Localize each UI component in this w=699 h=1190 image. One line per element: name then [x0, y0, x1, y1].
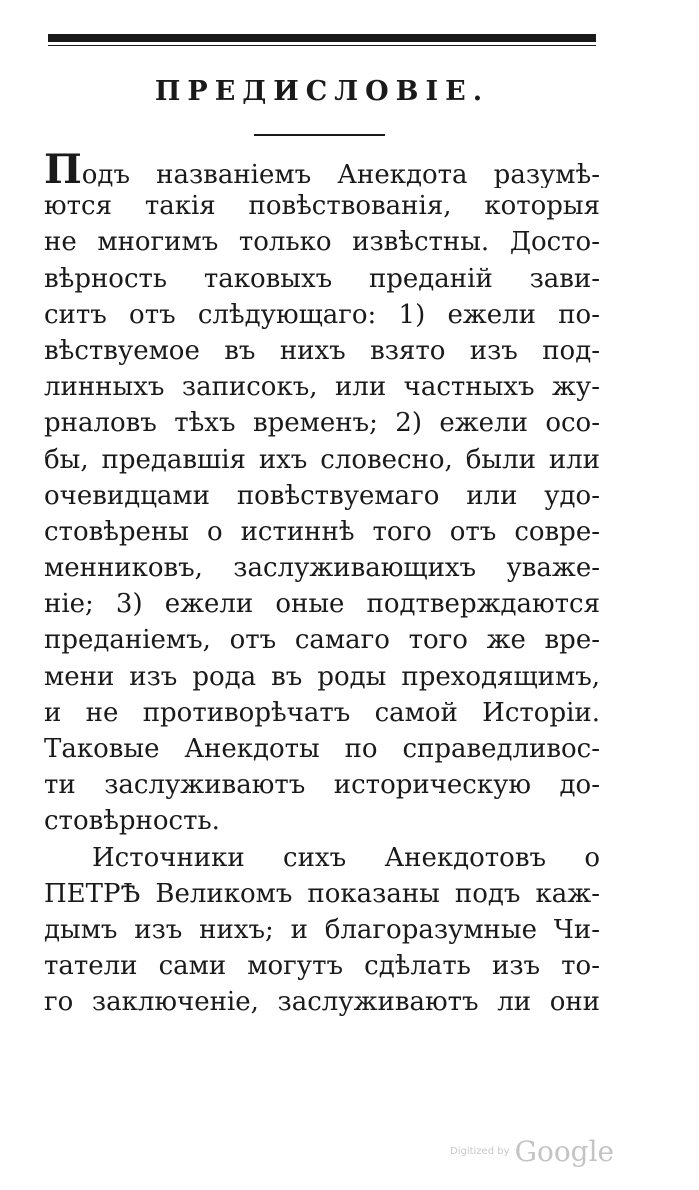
- first-line-text: одъ названіемъ Анекдота разумѣ-: [81, 160, 600, 189]
- text-line: ПЕТРѢ Великомъ показаны подъ каж-: [44, 878, 600, 909]
- text-line: линныхъ записокъ, или частныхъ жу-: [44, 372, 600, 403]
- text-line: бы, предавшія ихъ словесно, были или: [44, 444, 600, 475]
- text-line: го заключеніе, заслуживаютъ ли они: [44, 987, 600, 1018]
- text-line: стовѣрены о истиннѣ того отъ совре-: [44, 516, 600, 547]
- text-line: Таковые Анекдоты по справедливос-: [44, 734, 600, 764]
- text-line: дымъ изъ нихъ; и благоразумные Чи-: [44, 914, 600, 945]
- watermark-prefix: Digitized by: [450, 1146, 510, 1157]
- text-line: стовѣрность.: [44, 806, 220, 837]
- text-line: ситъ отъ слѣдующаго: 1) ежели по-: [44, 299, 600, 330]
- text-line: [44, 152, 600, 188]
- digitized-watermark: [450, 1135, 615, 1175]
- text-line: ются такія повѣствованія, которыя: [44, 191, 600, 222]
- text-line: вѣствуемое въ нихъ взято изъ под-: [44, 335, 600, 366]
- text-line: менниковъ, заслуживающихъ уваже-: [44, 553, 600, 584]
- text-line: не многимъ только извѣстны. Досто-: [44, 227, 600, 258]
- text-line: татели сами могутъ сдѣлать изъ то-: [44, 951, 600, 982]
- top-thin-rule: [48, 45, 596, 46]
- body-text: [44, 152, 600, 1021]
- text-line: рналовъ тѣхъ временъ; 2) ежели осо-: [44, 408, 600, 439]
- drop-cap: П: [44, 152, 82, 189]
- text-line: ти заслуживаютъ историческую до-: [44, 770, 600, 801]
- text-line: очевидцами повѣствуемаго или удо-: [44, 480, 600, 511]
- watermark-brand: Google: [514, 1135, 615, 1168]
- text-line: вѣрность таковыхъ преданій зави-: [44, 263, 600, 294]
- title-underline-rule: [254, 134, 385, 136]
- top-ornamental-rule: [48, 34, 596, 42]
- text-line: и не противорѣчатъ самой Исторіи.: [44, 697, 600, 728]
- text-line: ніе; 3) ежели оные подтверждаются: [44, 589, 600, 620]
- text-line: преданіемъ, отъ самаго того же вре-: [44, 625, 600, 656]
- text-line: мени изъ рода въ роды преходящимъ,: [44, 661, 600, 692]
- text-line: Источники сихъ Анекдотовъ о: [92, 842, 600, 873]
- page-title: ПРЕДИСЛОВІЕ.: [154, 76, 490, 107]
